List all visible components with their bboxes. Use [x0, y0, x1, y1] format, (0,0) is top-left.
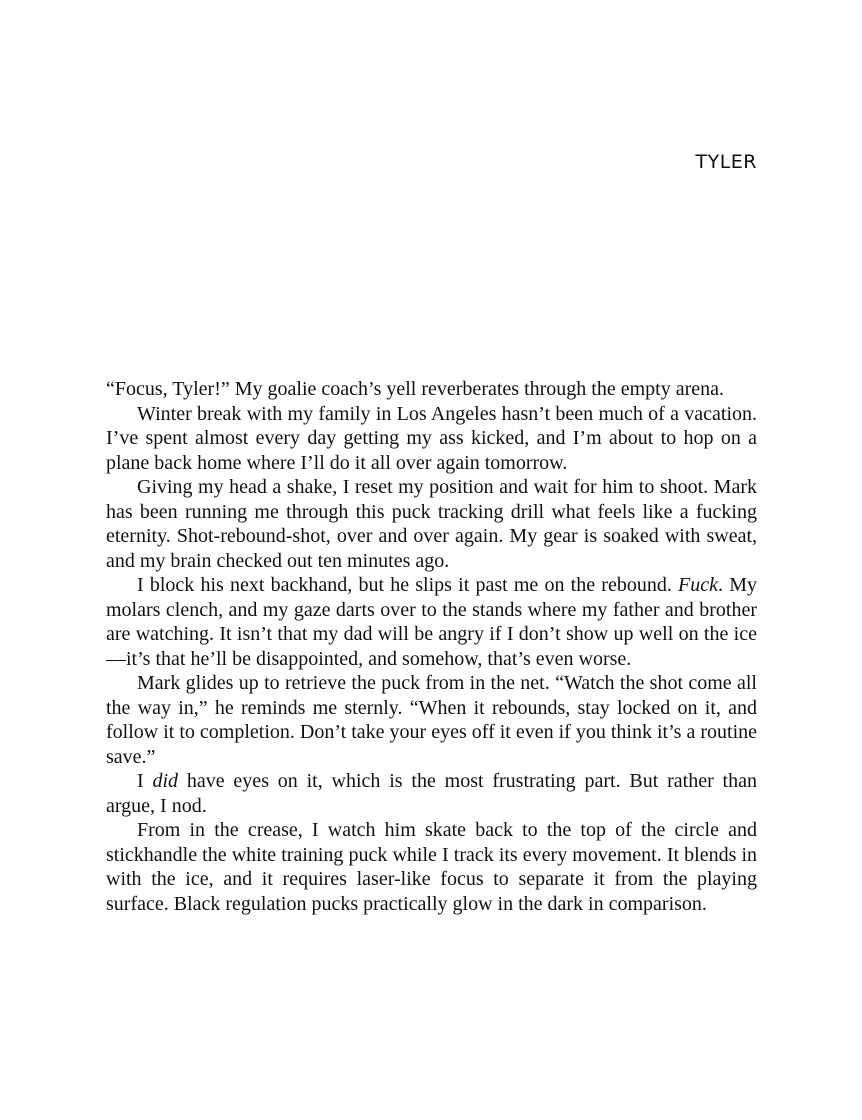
paragraph-2	[106, 402, 757, 476]
paragraph-4	[106, 573, 757, 671]
paragraph-5-text: Mark glides up to retrieve the puck from in the net. “Watch the shot come all the way in,” he reminds me sternly. “When it rebounds, stay locked on it, and follow it to completion. Don’t take your eyes off it even if you think it’s a routine save.”	[106, 672, 757, 768]
paragraph-2-text: Winter break with my family in Los Angeles hasn’t been much of a vacation. I’ve spent almost every day getting my ass kicked, and I’m about to hop on a plane back home where I’ll do it all over again tomorrow.	[106, 402, 757, 474]
chapter-heading: TYLER	[695, 151, 757, 173]
paragraph-1-text: “Focus, Tyler!” My goalie coach’s yell reverberates through the empty arena.	[106, 378, 724, 400]
paragraph-6-text-a: I	[137, 770, 153, 792]
paragraph-7	[106, 818, 757, 916]
paragraph-4-text-a: I block his next backhand, but he slips it past me on the rebound.	[137, 574, 679, 596]
paragraph-3	[106, 475, 757, 573]
paragraph-4-emphasis: Fuck	[678, 574, 718, 596]
paragraph-7-text: From in the crease, I watch him skate back to the top of the circle and stickhandle the white training puck while I track its every movement. It blends in with the ice, and it requires laser-like focus to separate it from the playing surface. Black regulation pucks practically glow in the dark in comparison.	[106, 819, 757, 915]
paragraph-5	[106, 671, 757, 769]
paragraph-4-text-b: . My molars clench, and my gaze darts over to the stands where my father and brother are watching. It isn’t that my dad will be angry if I don’t show up well on the ice—it’s that he’ll be disappointed, and somehow, that’s even worse.	[106, 574, 757, 670]
paragraph-6-emphasis: did	[152, 770, 179, 792]
paragraph-6-text-b: have eyes on it, which is the most frustrating part. But rather than argue, I nod.	[106, 770, 757, 817]
paragraph-3-text: Giving my head a shake, I reset my position and wait for him to shoot. Mark has been running me through this puck tracking drill what feels like a fucking eternity. Shot-rebound-shot, over and over again. My gear is soaked with sweat, and my brain checked out ten minutes ago.	[106, 476, 757, 572]
paragraph-6	[106, 769, 757, 818]
chapter-body	[106, 377, 757, 916]
paragraph-1	[106, 377, 757, 402]
